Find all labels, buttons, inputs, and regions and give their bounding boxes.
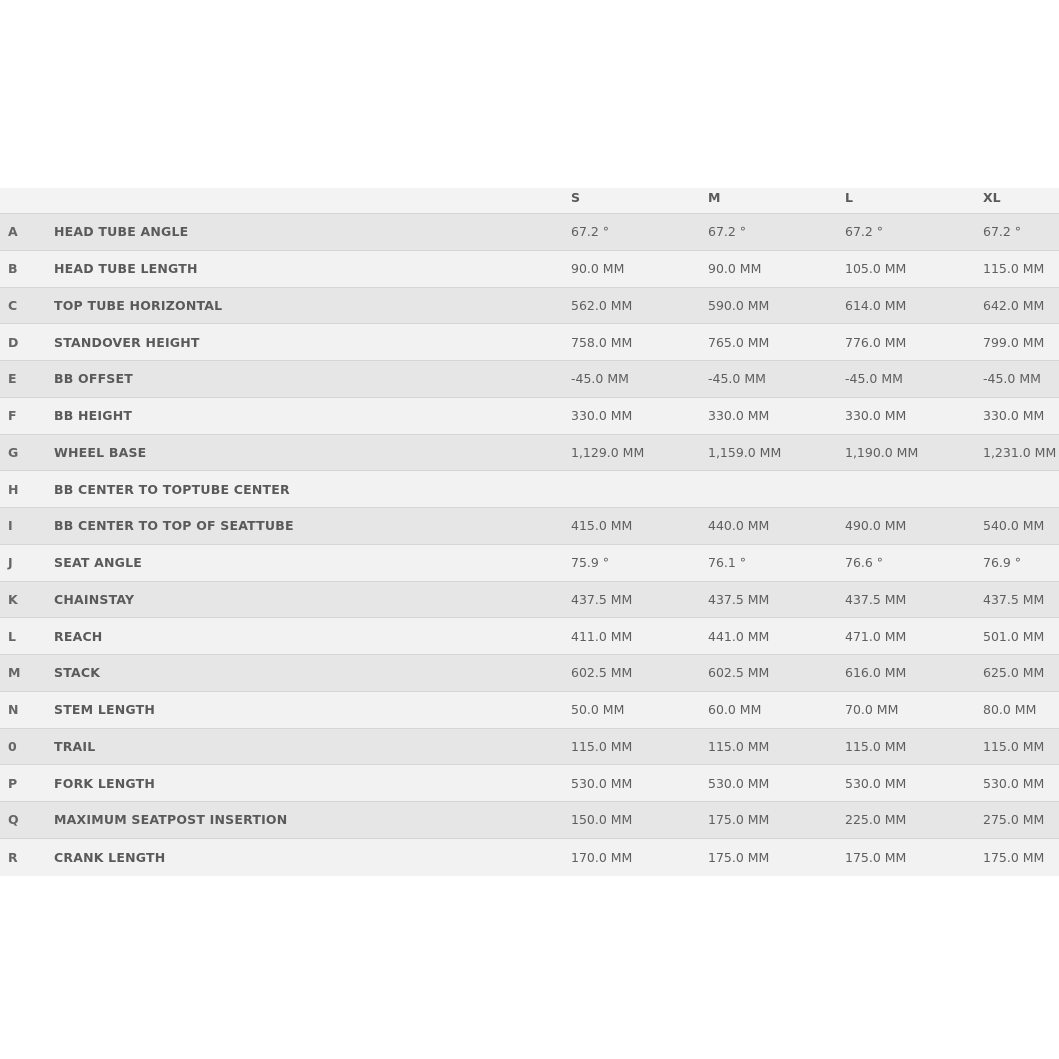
table-row (0, 361, 1059, 398)
value-s: 1,129.0 MM (571, 444, 645, 460)
row-measurement-name: BB OFFSET (54, 371, 133, 387)
value-l: 67.2 ° (845, 224, 884, 240)
column-header-s: S (571, 190, 581, 205)
row-letter: M (8, 665, 21, 681)
value-l: 225.0 MM (845, 812, 907, 828)
value-xl: 540.0 MM (983, 518, 1045, 534)
column-header-xl: XL (983, 190, 1001, 205)
value-xl: 80.0 MM (983, 702, 1037, 718)
value-xl: 67.2 ° (983, 224, 1022, 240)
row-measurement-name: BB CENTER TO TOPTUBE CENTER (54, 481, 290, 497)
value-s: 415.0 MM (571, 518, 633, 534)
row-letter: D (8, 334, 19, 350)
value-m: 76.1 ° (708, 555, 747, 571)
row-measurement-name: TOP TUBE HORIZONTAL (54, 297, 223, 313)
column-header-m: M (708, 190, 721, 205)
value-l: 330.0 MM (845, 408, 907, 424)
row-letter: H (8, 481, 19, 497)
value-xl: 799.0 MM (983, 334, 1045, 350)
value-xl: 642.0 MM (983, 297, 1045, 313)
value-xl: 76.9 ° (983, 555, 1022, 571)
value-xl: 1,231.0 MM (983, 444, 1057, 460)
value-l: 175.0 MM (845, 849, 907, 865)
value-s: 758.0 MM (571, 334, 633, 350)
table-row (0, 655, 1059, 692)
row-letter: G (8, 444, 19, 460)
row-letter: J (8, 555, 13, 571)
table-row (0, 251, 1059, 288)
row-measurement-name: WHEEL BASE (54, 444, 147, 460)
row-measurement-name: STANDOVER HEIGHT (54, 334, 200, 350)
row-measurement-name: BB CENTER TO TOP OF SEATTUBE (54, 518, 294, 534)
value-xl: 530.0 MM (983, 775, 1045, 791)
value-s: 150.0 MM (571, 812, 633, 828)
value-m: 90.0 MM (708, 261, 762, 277)
table-row (0, 802, 1059, 839)
value-m: 530.0 MM (708, 775, 770, 791)
row-measurement-name: SEAT ANGLE (54, 555, 143, 571)
table-row (0, 839, 1059, 876)
value-m: 1,159.0 MM (708, 444, 782, 460)
row-measurement-name: TRAIL (54, 738, 96, 754)
row-letter: R (8, 849, 18, 865)
value-m: 602.5 MM (708, 665, 770, 681)
row-measurement-name: CRANK LENGTH (54, 849, 166, 865)
value-xl: 275.0 MM (983, 812, 1045, 828)
table-row (0, 692, 1059, 729)
value-xl: 115.0 MM (983, 738, 1045, 754)
row-letter: B (8, 261, 18, 277)
value-m: 330.0 MM (708, 408, 770, 424)
value-l: 115.0 MM (845, 738, 907, 754)
table-row (0, 765, 1059, 802)
row-letter: E (8, 371, 17, 387)
value-s: 562.0 MM (571, 297, 633, 313)
value-m: 60.0 MM (708, 702, 762, 718)
table-row (0, 324, 1059, 361)
value-s: 115.0 MM (571, 738, 633, 754)
row-measurement-name: BB HEIGHT (54, 408, 133, 424)
value-xl: 115.0 MM (983, 261, 1045, 277)
row-letter: L (8, 628, 16, 644)
value-m: 765.0 MM (708, 334, 770, 350)
value-m: 441.0 MM (708, 628, 770, 644)
value-s: 90.0 MM (571, 261, 625, 277)
table-row (0, 545, 1059, 582)
value-s: 530.0 MM (571, 775, 633, 791)
value-l: -45.0 MM (845, 371, 903, 387)
value-l: 437.5 MM (845, 591, 907, 607)
value-l: 105.0 MM (845, 261, 907, 277)
row-letter: 0 (8, 738, 17, 754)
table-row (0, 398, 1059, 435)
value-s: 411.0 MM (571, 628, 633, 644)
table-row (0, 435, 1059, 472)
value-xl: -45.0 MM (983, 371, 1041, 387)
value-m: 437.5 MM (708, 591, 770, 607)
row-measurement-name: STEM LENGTH (54, 702, 156, 718)
row-letter: F (8, 408, 17, 424)
row-letter: K (8, 591, 18, 607)
value-xl: 175.0 MM (983, 849, 1045, 865)
value-s: 330.0 MM (571, 408, 633, 424)
table-row (0, 618, 1059, 655)
row-measurement-name: MAXIMUM SEATPOST INSERTION (54, 812, 288, 828)
row-measurement-name: HEAD TUBE LENGTH (54, 261, 198, 277)
value-s: -45.0 MM (571, 371, 629, 387)
row-measurement-name: HEAD TUBE ANGLE (54, 224, 189, 240)
value-s: 50.0 MM (571, 702, 625, 718)
value-m: 440.0 MM (708, 518, 770, 534)
geometry-table (0, 188, 1059, 876)
table-row (0, 214, 1059, 251)
value-l: 776.0 MM (845, 334, 907, 350)
value-s: 437.5 MM (571, 591, 633, 607)
value-m: 67.2 ° (708, 224, 747, 240)
row-measurement-name: REACH (54, 628, 103, 644)
table-body (0, 214, 1059, 876)
row-letter: N (8, 702, 19, 718)
value-m: -45.0 MM (708, 371, 766, 387)
value-l: 471.0 MM (845, 628, 907, 644)
value-l: 530.0 MM (845, 775, 907, 791)
value-s: 602.5 MM (571, 665, 633, 681)
table-row (0, 582, 1059, 619)
value-l: 1,190.0 MM (845, 444, 919, 460)
table-row (0, 288, 1059, 325)
value-xl: 437.5 MM (983, 591, 1045, 607)
value-m: 175.0 MM (708, 812, 770, 828)
value-m: 115.0 MM (708, 738, 770, 754)
value-l: 76.6 ° (845, 555, 884, 571)
table-row (0, 729, 1059, 766)
row-letter: P (8, 775, 18, 791)
row-letter: C (8, 297, 18, 313)
value-l: 616.0 MM (845, 665, 907, 681)
value-xl: 501.0 MM (983, 628, 1045, 644)
table-row (0, 471, 1059, 508)
row-measurement-name: CHAINSTAY (54, 591, 135, 607)
table-header-row (0, 188, 1059, 214)
value-l: 70.0 MM (845, 702, 899, 718)
value-xl: 330.0 MM (983, 408, 1045, 424)
row-letter: I (8, 518, 13, 534)
value-m: 590.0 MM (708, 297, 770, 313)
value-xl: 625.0 MM (983, 665, 1045, 681)
column-header-l: L (845, 190, 853, 205)
value-s: 67.2 ° (571, 224, 610, 240)
value-l: 614.0 MM (845, 297, 907, 313)
value-l: 490.0 MM (845, 518, 907, 534)
row-measurement-name: STACK (54, 665, 101, 681)
value-s: 170.0 MM (571, 849, 633, 865)
value-s: 75.9 ° (571, 555, 610, 571)
row-letter: A (8, 224, 18, 240)
row-letter: Q (8, 812, 19, 828)
table-row (0, 508, 1059, 545)
value-m: 175.0 MM (708, 849, 770, 865)
row-measurement-name: FORK LENGTH (54, 775, 156, 791)
